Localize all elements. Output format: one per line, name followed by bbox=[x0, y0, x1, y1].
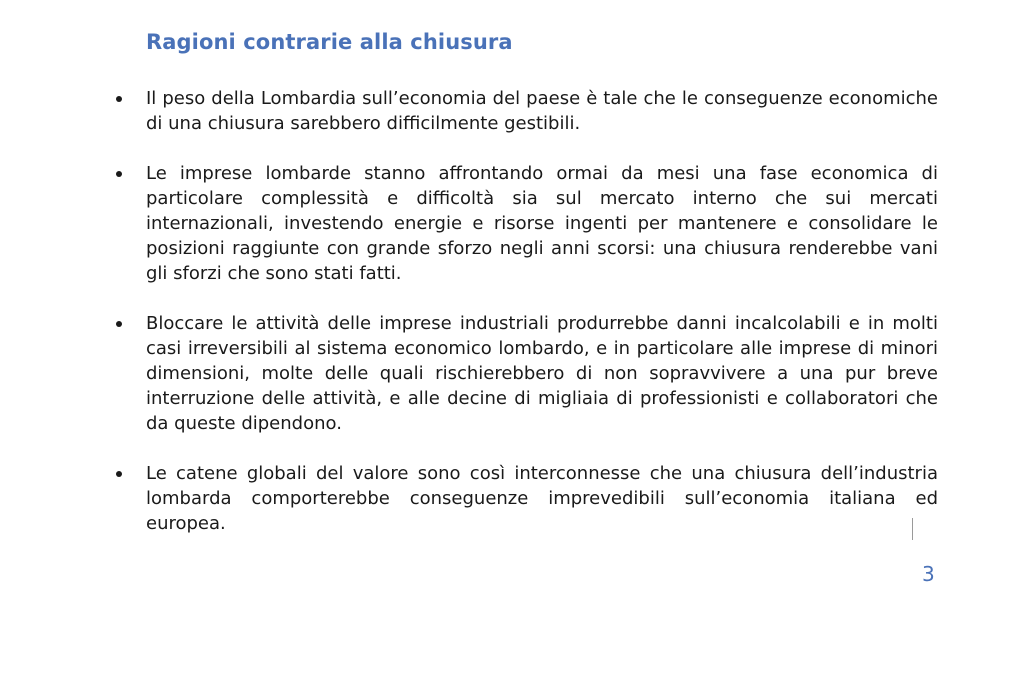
list-item-text: Le imprese lombarde stanno affrontando ormai da mesi una fase economica di particolare complessità e difficoltà sia sul mercato interno che sui mercati internazionali, investendo energie e risorse ingenti per mantenere e consolidare le posizioni raggiunte con grande sforzo negli anni scorsi: una chiusura renderebbe vani gli sforzi che sono stati fatti. bbox=[146, 163, 938, 284]
page-number: 3 bbox=[922, 562, 935, 586]
bullet-list bbox=[116, 86, 938, 536]
bullet-icon bbox=[116, 471, 122, 477]
text-cursor bbox=[912, 518, 913, 540]
list-item bbox=[116, 161, 938, 286]
bullet-icon bbox=[116, 96, 122, 102]
bullet-icon bbox=[116, 171, 122, 177]
list-item-text: Le catene globali del valore sono così interconnesse che una chiusura dell’industria lombarda comporterebbe conseguenze imprevedibili sull’economia italiana ed europea. bbox=[146, 463, 938, 534]
list-item-text: Bloccare le attività delle imprese industriali produrrebbe danni incalcolabili e in molti casi irreversibili al sistema economico lombardo, e in particolare alle imprese di minori dimensioni, molte delle quali rischierebbero di non sopravvivere a una pur breve interruzione delle attività, e alle decine di migliaia di professionisti e collaboratori che da queste dipendono. bbox=[146, 313, 938, 434]
list-item bbox=[116, 461, 938, 536]
list-item-text: Il peso della Lombardia sull’economia del paese è tale che le conseguenze economiche di una chiusura sarebbero difficilmente gestibili. bbox=[146, 88, 938, 134]
section-heading: Ragioni contrarie alla chiusura bbox=[146, 30, 513, 54]
bullet-icon bbox=[116, 321, 122, 327]
list-item bbox=[116, 86, 938, 136]
list-item bbox=[116, 311, 938, 436]
